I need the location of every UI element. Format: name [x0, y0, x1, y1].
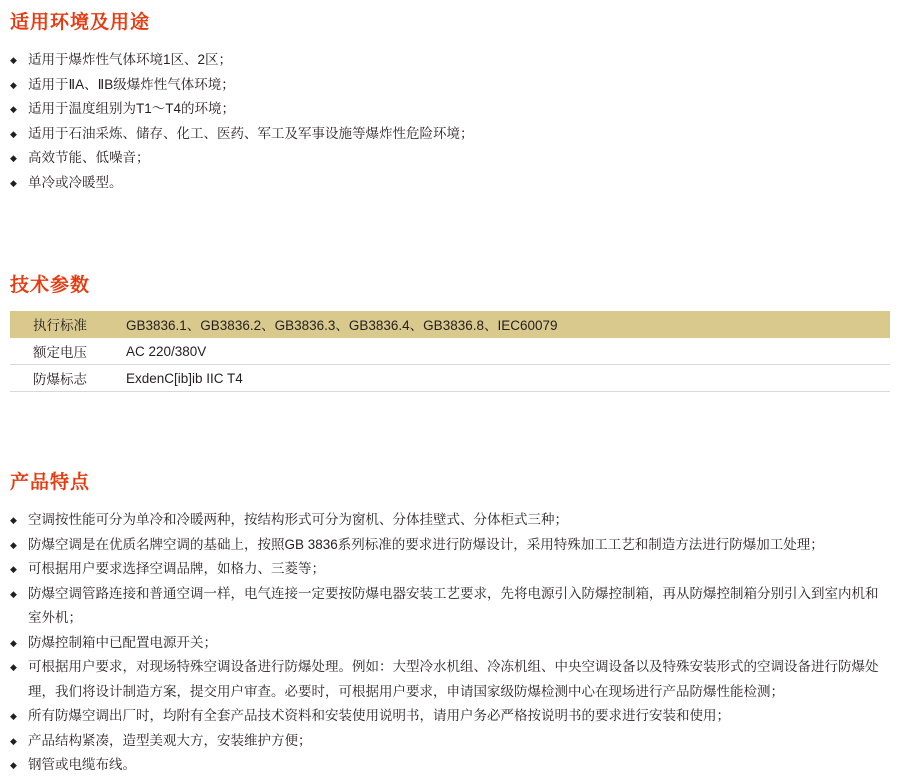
- diamond-bullet-icon: ◆: [10, 515, 17, 525]
- list-item-text: 可根据用户要求选择空调品牌，如格力、三菱等；: [28, 561, 325, 576]
- table-cell-value: ExdenC[ib]ib IIC T4: [110, 365, 890, 392]
- diamond-bullet-icon: ◆: [10, 539, 17, 550]
- section-features: [10, 467, 890, 778]
- list-item: [10, 146, 890, 171]
- list-item-text: 所有防爆空调出厂时，均附有全套产品技术资料和安装使用说明书，请用户务必严格按说明书的要求进行安装和使用；: [28, 708, 730, 723]
- list-item: [10, 48, 890, 73]
- list-item-text: 适用于石油采炼、储存、化工、医药、军工及军事设施等爆炸性危险环境；: [28, 125, 474, 141]
- list-item-text: 适用于温度组别为T1～T4的环境；: [28, 101, 236, 116]
- list-item-text: 产品结构紧凑，造型美观大方，安装维护方便；: [28, 732, 312, 748]
- list-item: [10, 582, 890, 631]
- list-item-text: 适用于ⅡA、ⅡB级爆炸性气体环境；: [28, 76, 235, 92]
- list-item: [10, 557, 890, 582]
- list-item-text: 钢管或电缆布线。: [28, 757, 136, 772]
- table-row: [10, 338, 890, 365]
- section-parameters: [10, 270, 890, 392]
- diamond-bullet-icon: ◆: [10, 760, 17, 770]
- list-item: [10, 73, 890, 98]
- diamond-bullet-icon: ◆: [10, 735, 17, 746]
- list-item: [10, 533, 890, 558]
- list-item-text: 防爆控制箱中已配置电源开关；: [28, 634, 217, 650]
- section-title-environment: 适用环境及用途: [10, 12, 151, 33]
- table-row: [10, 311, 890, 338]
- diamond-bullet-icon: ◆: [10, 128, 17, 139]
- environment-list: [10, 48, 890, 195]
- list-item: [10, 704, 890, 729]
- diamond-bullet-icon: ◆: [10, 79, 17, 90]
- diamond-bullet-icon: ◆: [10, 177, 17, 188]
- table-cell-value: AC 220/380V: [110, 338, 890, 365]
- diamond-bullet-icon: ◆: [10, 711, 17, 721]
- list-item: [10, 97, 890, 122]
- list-item-text: 防爆空调管路连接和普通空调一样，电气连接一定要按防爆电器安装工艺要求，先将电源引入防爆控制箱，再从防爆控制箱分别引入到室内机和室外机；: [28, 585, 879, 625]
- list-item: [10, 508, 890, 533]
- section-title-parameters: 技术参数: [10, 275, 91, 296]
- section-environment: [10, 0, 890, 195]
- list-item-text: 空调按性能可分为单冷和冷暖两种，按结构形式可分为窗机、分体挂壁式、分体柜式三种；: [28, 512, 568, 527]
- list-item: [10, 122, 890, 147]
- diamond-bullet-icon: ◆: [10, 564, 17, 574]
- table-cell-label: 防爆标志: [10, 365, 110, 392]
- features-list: [10, 508, 890, 778]
- list-item: [10, 753, 890, 778]
- diamond-bullet-icon: ◆: [10, 104, 17, 114]
- section-title-features: 产品特点: [10, 472, 91, 493]
- diamond-bullet-icon: ◆: [10, 588, 17, 599]
- table-cell-value: GB3836.1、GB3836.2、GB3836.3、GB3836.4、GB3836.8、IEC60079: [110, 311, 890, 338]
- table-cell-label: 执行标准: [10, 311, 110, 338]
- diamond-bullet-icon: ◆: [10, 153, 17, 163]
- list-item: [10, 631, 890, 656]
- list-item-text: 单冷或冷暖型。: [28, 174, 123, 190]
- table-cell-label: 额定电压: [10, 338, 110, 365]
- list-item-text: 高效节能、低噪音；: [28, 150, 150, 165]
- diamond-bullet-icon: ◆: [10, 55, 17, 65]
- list-item-text: 可根据用户要求，对现场特殊空调设备进行防爆处理。例如：大型冷水机组、冷冻机组、中央空调设备以及特殊安装形式的空调设备进行防爆处理，我们将设计制造方案，提交用户审查。必要时，可根据用户要求，申请国家级防爆检测中心在现场进行产品防爆性能检测；: [28, 659, 879, 699]
- diamond-bullet-icon: ◆: [10, 637, 17, 648]
- list-item: [10, 171, 890, 196]
- table-row: [10, 365, 890, 392]
- list-item-text: 防爆空调是在优质名牌空调的基础上，按照GB 3836系列标准的要求进行防爆设计，采用特殊加工工艺和制造方法进行防爆加工处理；: [28, 536, 824, 552]
- list-item-text: 适用于爆炸性气体环境1区、2区；: [28, 52, 233, 67]
- list-item: [10, 655, 890, 704]
- parameters-table: [10, 311, 890, 392]
- diamond-bullet-icon: ◆: [10, 662, 17, 672]
